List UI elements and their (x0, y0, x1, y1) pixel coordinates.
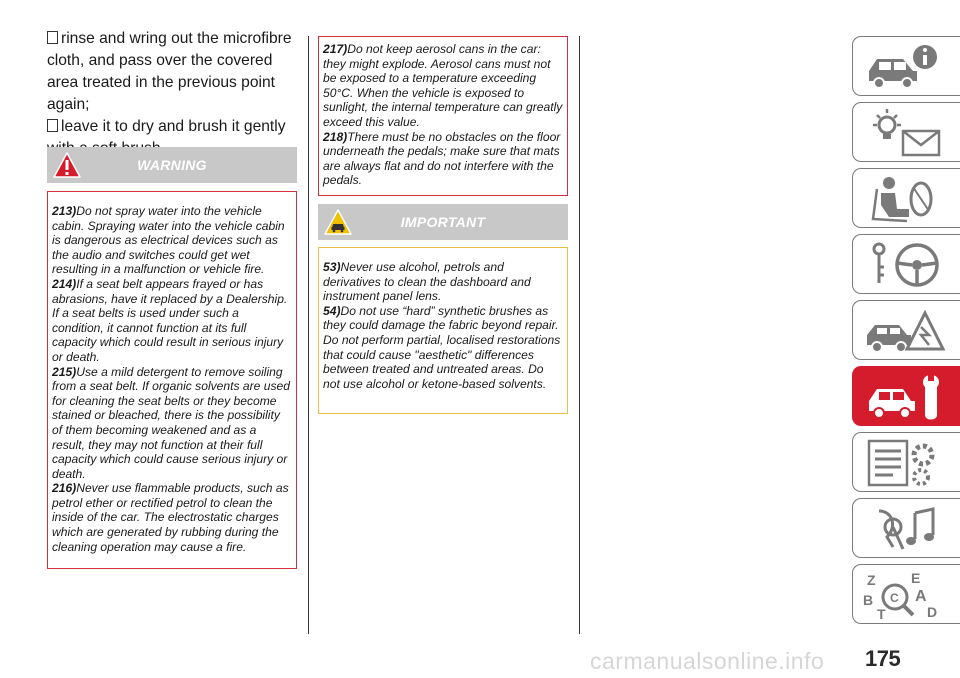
column-divider-left (308, 36, 309, 634)
checkbox-bullet-icon (47, 119, 58, 132)
warning-note: 217)Do not keep aerosol cans in the car: they might explode. Aerosol cans must not be exposed to a temperature exceeding 50°C. When the vehicle is exposed to sunlight, the internal temperature can greatly exceed this value. (323, 42, 563, 129)
warning-triangle-icon (52, 150, 82, 180)
watermark: carmanualsonline.info (590, 648, 825, 674)
index-letter: A (915, 588, 927, 605)
warning-note: 215)Use a mild detergent to remove soiling from a seat belt. If organic solvents are used for cleaning the seat belts or they become stained or bleached, there is the possibility of them becoming weakened and as a result, they may not function at their full capacity which could cause serious injury or death. (52, 364, 290, 481)
index-letter: Z (867, 572, 876, 588)
chapter-tab-index[interactable] (852, 564, 960, 624)
warning-note: 216)Never use flammable products, such as petrol ether or rectified petrol to clean the inside of the car. The electrostatic charges which are generated by rubbing during the cleaning operation may cause a fire. (52, 481, 289, 554)
chapter-tab-maintenance-care[interactable] (852, 366, 960, 426)
bullet-item: rinse and wring out the microfibre cloth, and pass over the covered area treated in the previous point again; (47, 30, 292, 113)
index-letter: D (927, 604, 938, 620)
car-caution-icon (323, 207, 353, 237)
warning-lights-icon (863, 107, 949, 159)
car-wrench-icon (863, 371, 949, 423)
chapter-tab-emergency[interactable] (852, 300, 960, 360)
important-notes-box (318, 247, 568, 414)
instruction-bullets (47, 28, 299, 160)
multimedia-icon (863, 503, 949, 555)
warning-note: 218)There must be no obstacles on the floor underneath the pedals; make sure that mats are always flat and do not interfere with the pedals. (323, 129, 561, 188)
column-divider-right (579, 36, 580, 634)
warning-note: 214)If a seat belt appears frayed or has abrasions, have it replaced by a Dealership. If a seat belts is used under such a condition, it cannot function at its full capacity which could result in serious injury or death. (52, 276, 288, 364)
chapter-tab-multimedia[interactable] (852, 498, 960, 558)
steering-wheel-key-icon (863, 239, 949, 291)
page-number: 175 (865, 646, 901, 671)
warning-header (47, 147, 297, 183)
important-note: 54)Do not use “hard” synthetic brushes as they could damage the fabric beyond repair. Do not perform partial, localised restorations that could cause "aesthetic" differences between treated and untreated areas. Do not use alcohol or ketone-based solvents. (323, 303, 561, 391)
index-letter: T (877, 606, 886, 621)
warning-note: 213)Do not spray water into the vehicle cabin. Spraying water into the vehicle cabin is dangerous as electrical devices such as the audio and switches could get wet resulting in a malfunction or vehicle fire. (52, 204, 285, 277)
bullet-item: leave it to dry and brush it gently (47, 116, 299, 160)
index-letters-icon (863, 569, 949, 621)
index-letter: C (890, 591, 899, 605)
important-header (318, 204, 568, 240)
emergency-car-icon (863, 305, 949, 357)
chapter-tab-knowing-your-car[interactable] (852, 36, 960, 96)
index-letter: B (863, 592, 874, 608)
index-letter: E (911, 570, 921, 586)
chapter-tab-safety[interactable] (852, 168, 960, 228)
important-note: 53)Never use alcohol, petrols and derivatives to clean the dashboard and instrument panel lens. (323, 260, 531, 304)
chapter-tab-starting-driving[interactable] (852, 234, 960, 294)
car-info-icon (863, 41, 949, 93)
chapter-tab-dashboard[interactable] (852, 102, 960, 162)
warning-notes-box (47, 191, 297, 569)
warning-continued-box (318, 36, 568, 196)
important-title: IMPORTANT (400, 214, 486, 230)
chapter-tab-technical-specs[interactable] (852, 432, 960, 492)
airbag-seat-icon (863, 173, 949, 225)
specs-gears-icon (863, 437, 949, 489)
warning-title: WARNING (137, 157, 207, 173)
checkbox-bullet-icon (47, 31, 58, 44)
